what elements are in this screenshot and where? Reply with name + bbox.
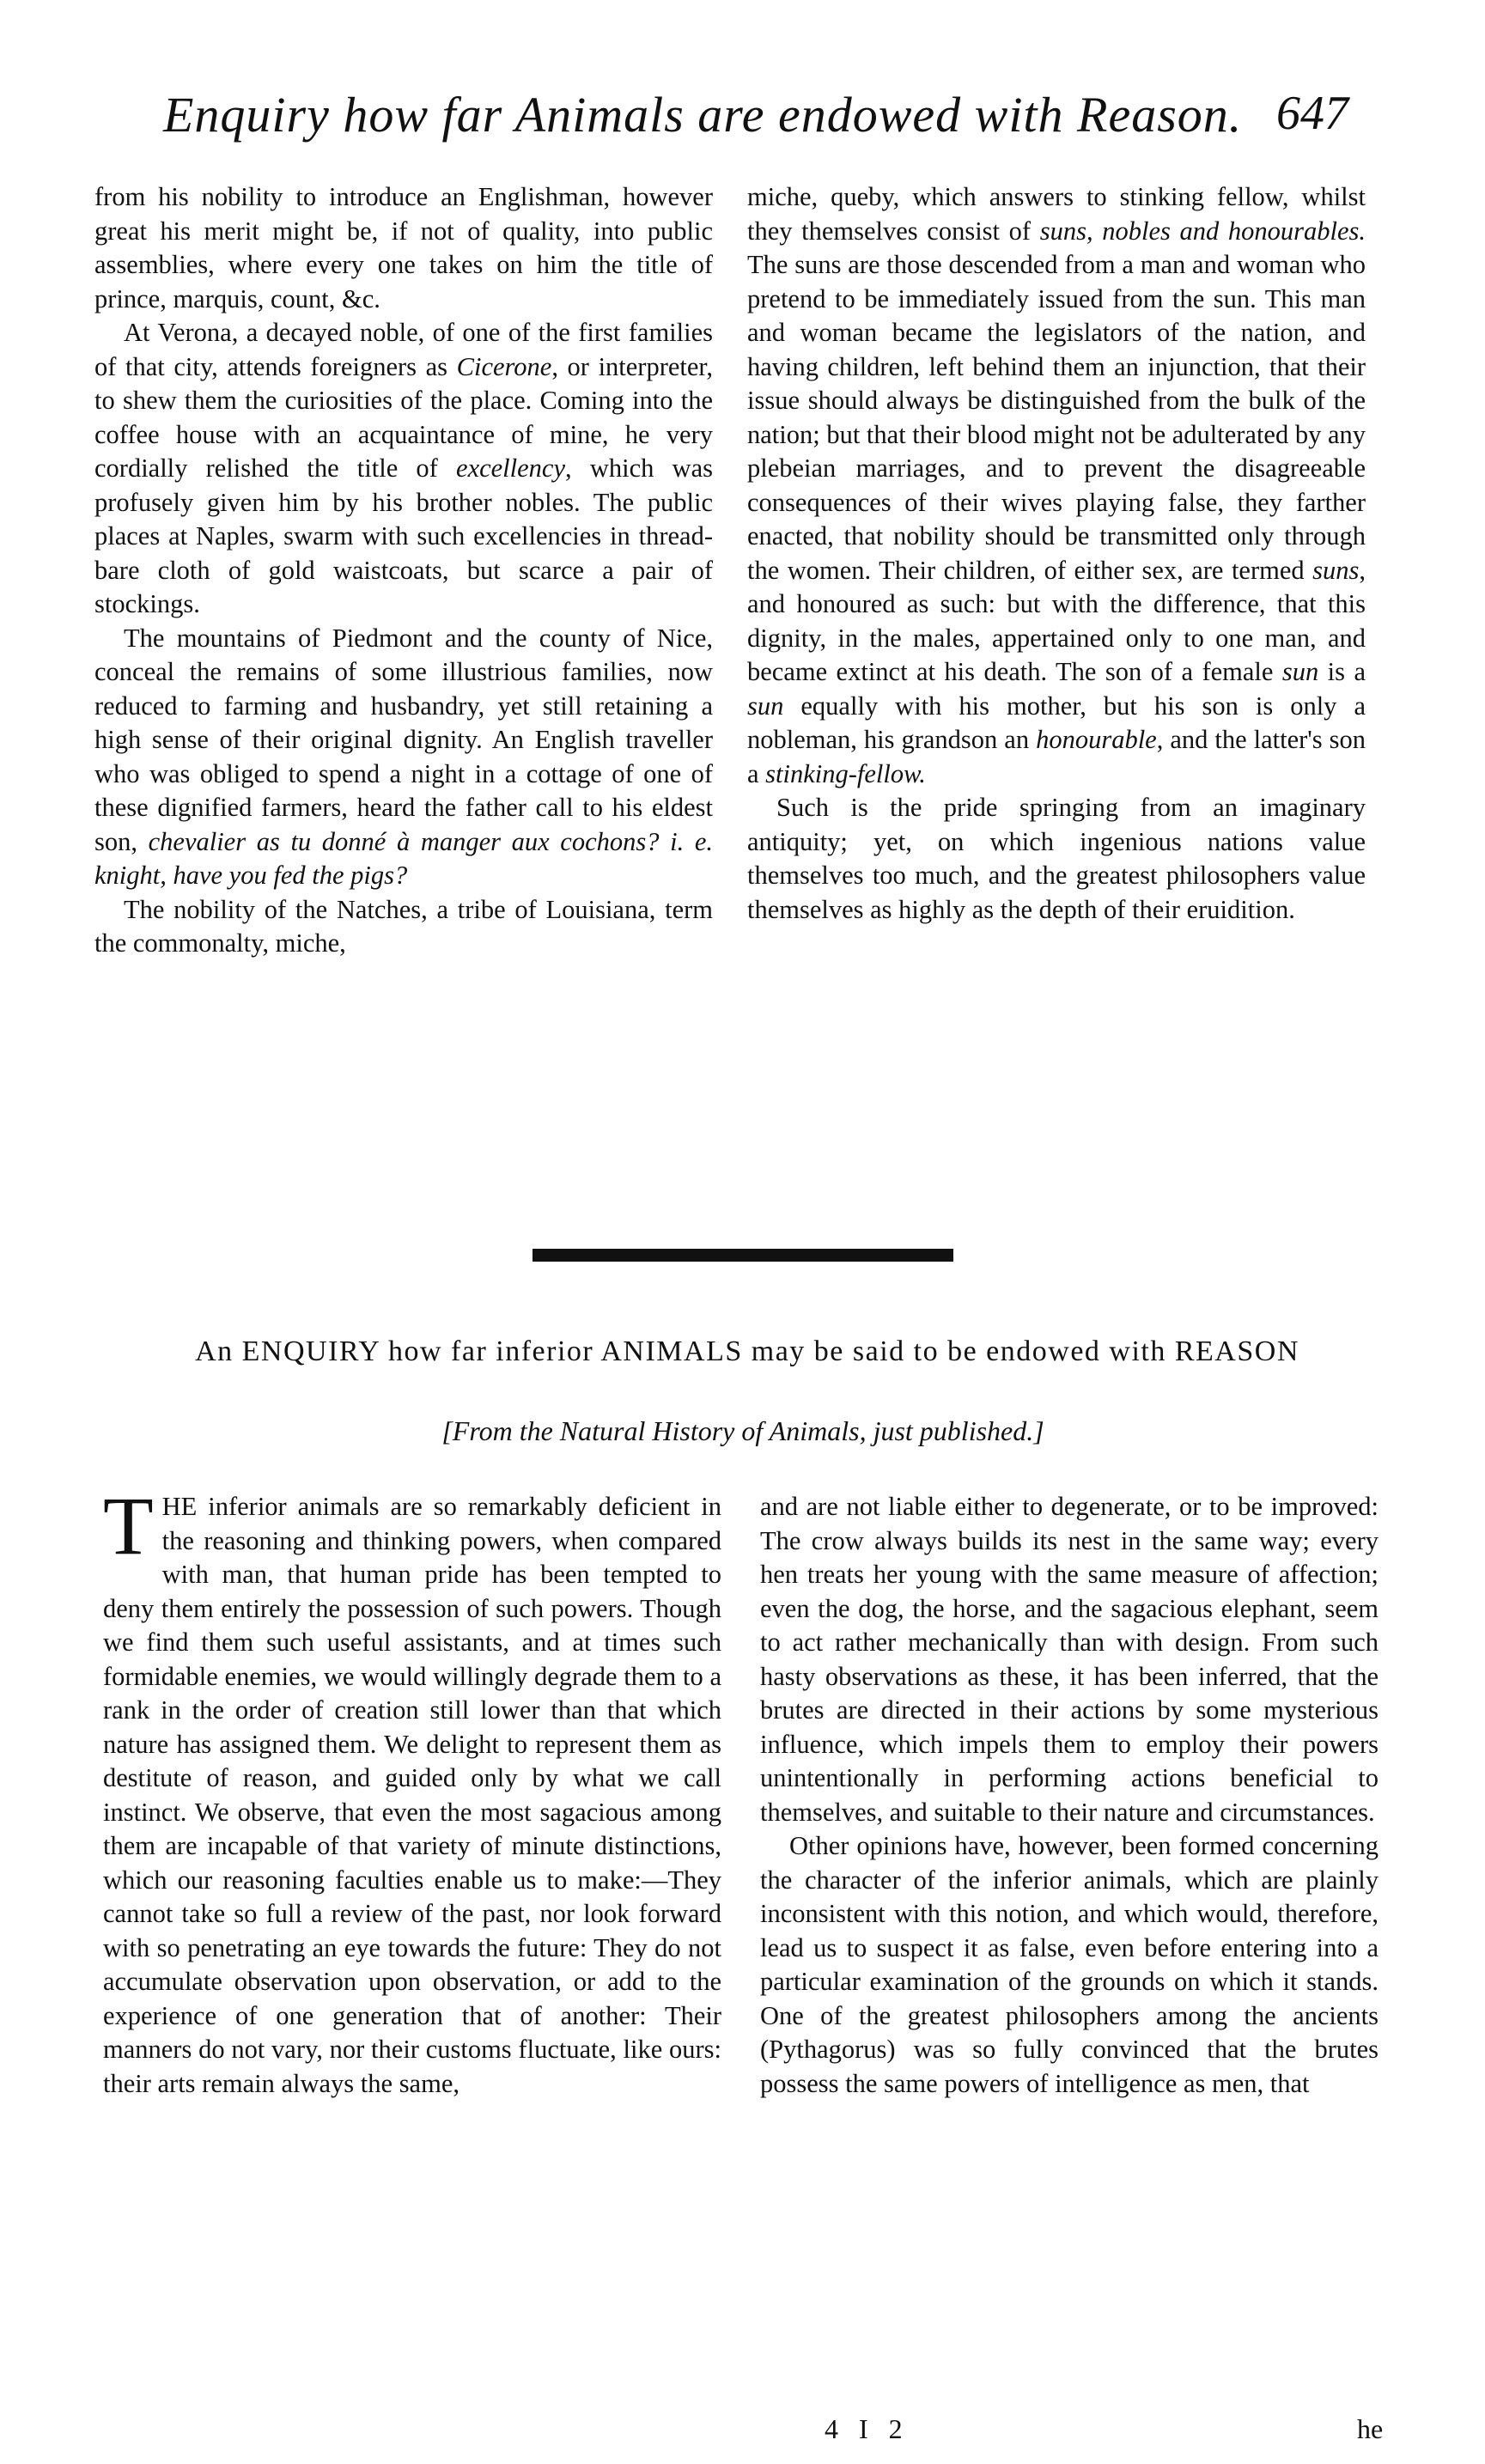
italic-text: chevalier as tu donné à manger aux cochons? i. e. knight, have you fed the pigs? [94,826,713,890]
paragraph: miche, queby, which answers to stinking fellow, whilst they themselves consist of suns, nobles and honourables. The suns are those descended from a man and woman who pretend to be immediately issued from the sun. This man and woman became the legislators of the nation, and having children, left behind them an injunction, that their issue should always be distinguished from the bulk of the nation; but that their blood might not be adulterated by any plebeian marriages, and to prevent the disagreeable consequences of their wives playing false, they farther enacted, that nobility should be transmitted only through the women. Their children, of either sex, are termed suns, and honoured as such: but with the difference, that this dignity, in the males, appertained only to one man, and became extinct at his death. The son of a female sun is a sun equally with his mother, but his son is only a nobleman, his grandson an honourable, and the latter's son a stinking-fellow. [747,182,1366,788]
column-top-left [94,180,713,961]
paragraph: The nobility of the Natches, a tribe of Louisiana, term the commonalty, miche, [94,894,713,958]
column-bottom-right [760,1490,1378,2101]
paragraph: and are not liable either to degenerate, or to be improved: The crow always builds its nest in the same way; every hen treats her young with the same measure of affection; even the dog, the horse, and the sagacious elephant, seem to act rather mechanically than with design. From such hasty observations as these, it has been inferred, that the brutes are directed in their actions by some mysterious influence, which impels them to employ their powers unintentionally in performing actions beneficial to themselves, and suitable to their nature and circumstances. [760,1492,1378,1827]
paragraph: At Verona, a decayed noble, of one of the first families of that city, attends foreigners as Cicerone, or interpreter, to shew them the curiosities of the place. Coming into the coffee house with an acquaintance of mine, he very cordially relished the title of excellency, which was profusely given him by his brother nobles. The public places at Naples, swarm with such excellencies in thread-bare cloth of gold waistcoats, but scarce a pair of stockings. [94,318,713,618]
paragraph: The mountains of Piedmont and the county of Nice, conceal the remains of some illustrious families, now reduced to farming and husbandry, yet still retaining a high sense of their original dignity. An English traveller who was obliged to spend a night in a cottage of one of these dignified farmers, heard the father call to his eldest son, chevalier as tu donné à manger aux cochons? i. e. knight, have you fed the pigs? [94,623,713,890]
signature-mark: 4 I 2 [825,2413,910,2444]
running-head [129,86,1348,155]
running-title: Enquiry how far Animals are endowed with Reason. [163,87,1243,143]
paragraph: THE inferior animals are so remarkably deficient in the reasoning and thinking powers, when compared with man, that human pride has been tempted to deny them entirely the possession of such powers. Though we find them such useful assistants, and at times such formidable enemies, we would willingly degrade them to a rank in the order of creation still lower than that which nature has assigned them. We delight to represent them as destitute of reason, and guided only by what we call instinct. We observe, that even the most sagacious among them are incapable of that variety of minute distinctions, which our reasoning faculties enable us to make:—They cannot take so full a review of the past, nor look forward with so penetrating an eye towards the future: They do not accumulate observation upon observation, or add to the experience of one generation that of another: Their manners do not vary, nor their customs fluctuate, like ours: their arts remain always the same, [103,1480,721,2098]
drop-cap: T [103,1480,154,1572]
paragraph: Such is the pride springing from an imaginary antiquity; yet, on which ingenious nations value themselves too much, and the greatest philosophers value themselves as highly as the depth of their eruidition. [747,793,1366,924]
article-title: An ENQUIRY how far inferior ANIMALS may be said to be endowed with REASON [195,1335,1299,1367]
column-top-right [747,180,1366,927]
section-divider [533,1249,953,1262]
paragraph: Other opinions have, however, been formed concerning the character of the inferior animals, which are plainly inconsistent with this notion, and which would, therefore, lead us to suspect it as false, even before entering into a particular examination of the grounds on which it stands. One of the greatest philosophers among the ancients (Pythagorus) was so fully convinced that the brutes possess the same powers of intelligence as men, that [760,1831,1378,2098]
italic-text: Cicerone [456,351,552,381]
page-number: 647 [1276,87,1348,140]
paragraph: from his nobility to introduce an Englishman, however great his merit might be, if not of quality, into public assemblies, where every one takes on him the title of prince, marquis, count, &c. [94,182,713,313]
column-bottom-left [103,1480,721,2101]
catchword: he [1357,2413,1384,2444]
article-source: [From the Natural History of Animals, just published.] [441,1415,1044,1446]
italic-text: excellency [456,453,565,483]
